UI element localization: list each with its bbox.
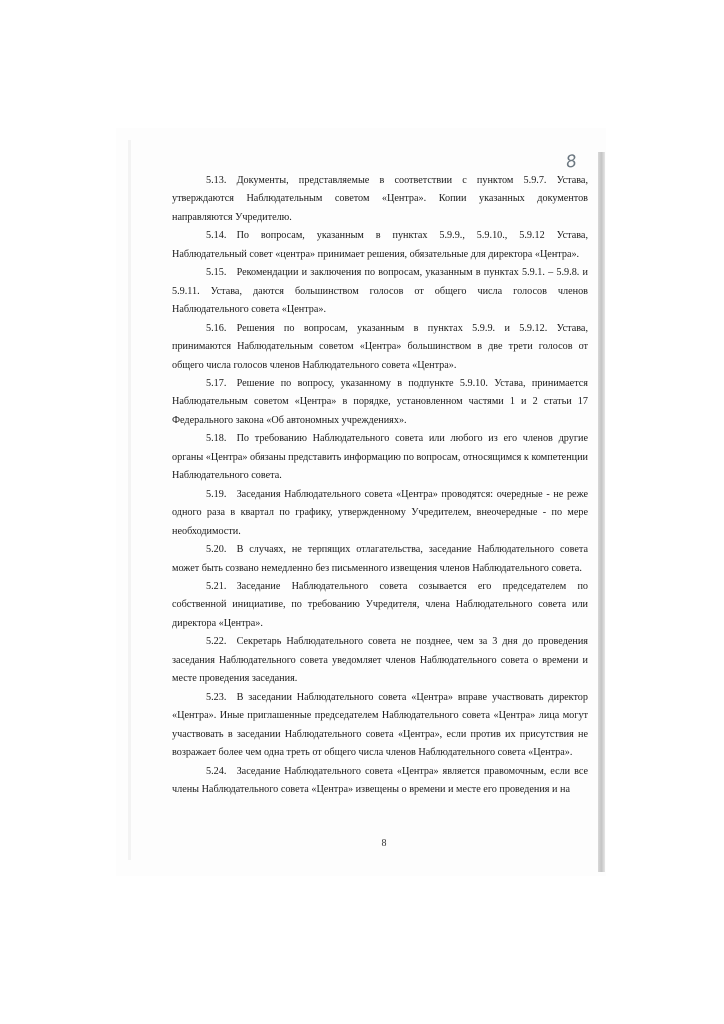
paragraph-text: По требованию Наблюдательного совета или любого из его членов другие органы «Центра» обязаны представить информацию по вопросам, относящимся к компетенции Наблюдательного совета. bbox=[172, 433, 588, 482]
paragraph-text: Заседания Наблюдательного совета «Центра» проводятся: очередные - не реже одного раза в квартал по графику, утвержденному Учредителем, внеочередные - по мере необходимости. bbox=[172, 488, 588, 537]
paragraph-text: Заседание Наблюдательного совета созывается его председателем по собственной инициативе, по требованию Учредителя, члена Наблюдательного совета или директора «Центра». bbox=[172, 580, 588, 629]
paragraph-5-20 bbox=[172, 541, 588, 578]
paragraph-5-18 bbox=[172, 430, 588, 485]
paragraph-text: В случаях, не терпящих отлагательства, заседание Наблюдательного совета может быть созвано немедленно без письменного извещения членов Наблюдательного совета. bbox=[172, 544, 588, 574]
paragraph-text: Решение по вопросу, указанному в подпункте 5.9.10. Устава, принимается Наблюдательным советом «Центра» в порядке, установленном частями 1 и 2 статьи 17 Федерального закона «Об автономных учреждениях». bbox=[172, 377, 588, 426]
paragraph-text: Решения по вопросам, указанным в пунктах 5.9.9. и 5.9.12. Устава, принимаются Наблюдательным советом «Центра» большинством в две трети голосов от общего числа голосов членов Наблюдательного совета «Центра». bbox=[172, 322, 588, 371]
document-body bbox=[172, 172, 588, 799]
paragraph-number: 5.18. bbox=[206, 433, 227, 445]
paragraph-text: По вопросам, указанным в пунктах 5.9.9., 5.9.10., 5.9.12 Устава, Наблюдательный совет «центра» принимает решения, обязательные для директора «Центра». bbox=[172, 230, 588, 260]
paragraph-text: Рекомендации и заключения по вопросам, указанным в пунктах 5.9.1. – 5.9.8. и 5.9.11. Устава, даются большинством голосов от общего числа голосов членов Наблюдательного совета «Центра». bbox=[172, 267, 588, 316]
handwritten-page-number: 8 bbox=[564, 151, 579, 173]
paragraph-text: В заседании Наблюдательного совета «Центра» вправе участвовать директор «Центра». Иные приглашенные председателем Наблюдательного совета «Центра» лица могут участвовать в заседании Наблюдательного совета «Центра», если против их присутствия не возражает более чем одна треть от общего числа членов Наблюдательного совета «Центра». bbox=[172, 691, 588, 759]
paragraph-number: 5.13. bbox=[206, 175, 227, 186]
paragraph-number: 5.21. bbox=[206, 580, 227, 592]
paragraph-number: 5.19. bbox=[206, 488, 227, 500]
paragraph-5-15 bbox=[172, 264, 588, 319]
paragraph-5-16 bbox=[172, 320, 588, 375]
paragraph-text: Заседание Наблюдательного совета «Центра» является правомочным, если все члены Наблюдательного совета «Центра» извещены о времени и месте его проведения и на bbox=[172, 765, 588, 795]
paper-right-edge-shadow bbox=[598, 152, 605, 872]
paragraph-5-17 bbox=[172, 375, 588, 430]
paragraph-text: Секретарь Наблюдательного совета не позднее, чем за 3 дня до проведения заседания Наблюдательного совета уведомляет членов Наблюдательного совета о времени и месте проведения заседания. bbox=[172, 636, 588, 685]
paragraph-5-24 bbox=[172, 763, 588, 800]
paragraph-text: Документы, представляемые в соответствии с пунктом 5.9.7. Устава, утверждаются Наблюдательным советом «Центра». Копии указанных документов направляются Учредителю. bbox=[172, 175, 588, 223]
paragraph-5-22 bbox=[172, 633, 588, 688]
paragraph-number: 5.20. bbox=[206, 544, 227, 556]
paragraph-5-21 bbox=[172, 578, 588, 633]
paragraph-number: 5.15. bbox=[206, 267, 227, 279]
paragraph-5-13 bbox=[172, 172, 588, 227]
paragraph-number: 5.16. bbox=[206, 322, 227, 334]
paragraph-number: 5.23. bbox=[206, 691, 227, 703]
page-number: 8 bbox=[381, 838, 387, 849]
paragraph-number: 5.14. bbox=[206, 230, 227, 242]
paper-left-edge bbox=[128, 140, 131, 860]
paragraph-5-23 bbox=[172, 689, 588, 763]
paragraph-number: 5.22. bbox=[206, 636, 227, 648]
paragraph-5-14 bbox=[172, 227, 588, 264]
paragraph-5-19 bbox=[172, 486, 588, 541]
paragraph-number: 5.17. bbox=[206, 377, 227, 389]
paragraph-number: 5.24. bbox=[206, 765, 227, 777]
